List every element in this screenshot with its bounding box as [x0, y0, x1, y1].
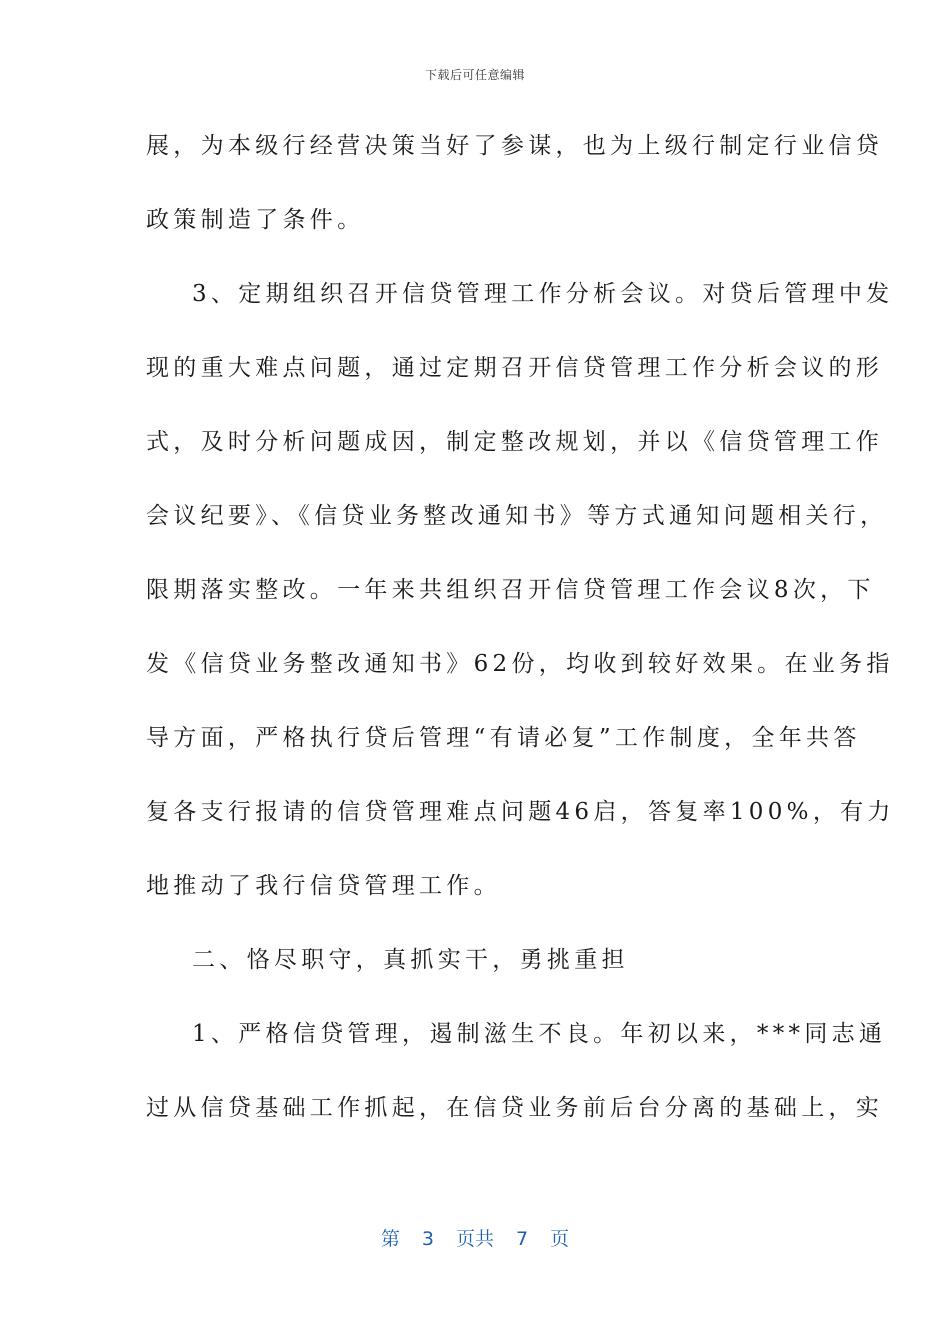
footer-current-page: 3	[421, 1228, 434, 1250]
page-footer	[0, 1224, 950, 1251]
paragraph-line: 发《信贷业务整改通知书》62份，均收到较好效果。在业务指	[146, 651, 894, 677]
paragraph-line: 政策制造了条件。	[146, 207, 365, 233]
paragraph-line: 导方面，严格执行贷后管理“有请必复”工作制度，全年共答	[146, 725, 861, 751]
paragraph-line: 限期落实整改。一年来共组织召开信贷管理工作会议8次，下	[146, 577, 875, 603]
body-text	[146, 121, 895, 1157]
paragraph-line: 过从信贷基础工作抓起，在信贷业务前后台分离的基础上，实	[146, 1095, 884, 1121]
section-heading: 二、恪尽职守，真抓实干，勇挑重担	[192, 947, 629, 973]
paragraph-line: 3、定期组织召开信贷管理工作分析会议。对贷后管理中发	[192, 281, 894, 307]
footer-suffix: 页	[550, 1228, 570, 1250]
footer-total-pages: 7	[516, 1228, 529, 1250]
paragraph-line: 地推动了我行信贷管理工作。	[146, 873, 501, 899]
footer-prefix: 第	[380, 1228, 400, 1250]
footer-middle: 页共	[455, 1228, 494, 1250]
paragraph-line: 复各支行报请的信贷管理难点问题46启，答复率100%，有力	[146, 799, 895, 825]
paragraph-line: 1、严格信贷管理，遏制滋生不良。年初以来，***同志通	[192, 1021, 887, 1047]
paragraph-line: 式，及时分析问题成因，制定整改规划，并以《信贷管理工作	[146, 429, 884, 455]
paragraph-line: 现的重大难点问题，通过定期召开信贷管理工作分析会议的形	[146, 355, 884, 381]
header-note: 下载后可任意编辑	[424, 68, 525, 82]
paragraph-line: 会议纪要》、《信贷业务整改通知书》等方式通知问题相关行，	[146, 503, 888, 529]
paragraph-line: 展，为本级行经营决策当好了参谋，也为上级行制定行业信贷	[146, 133, 884, 159]
